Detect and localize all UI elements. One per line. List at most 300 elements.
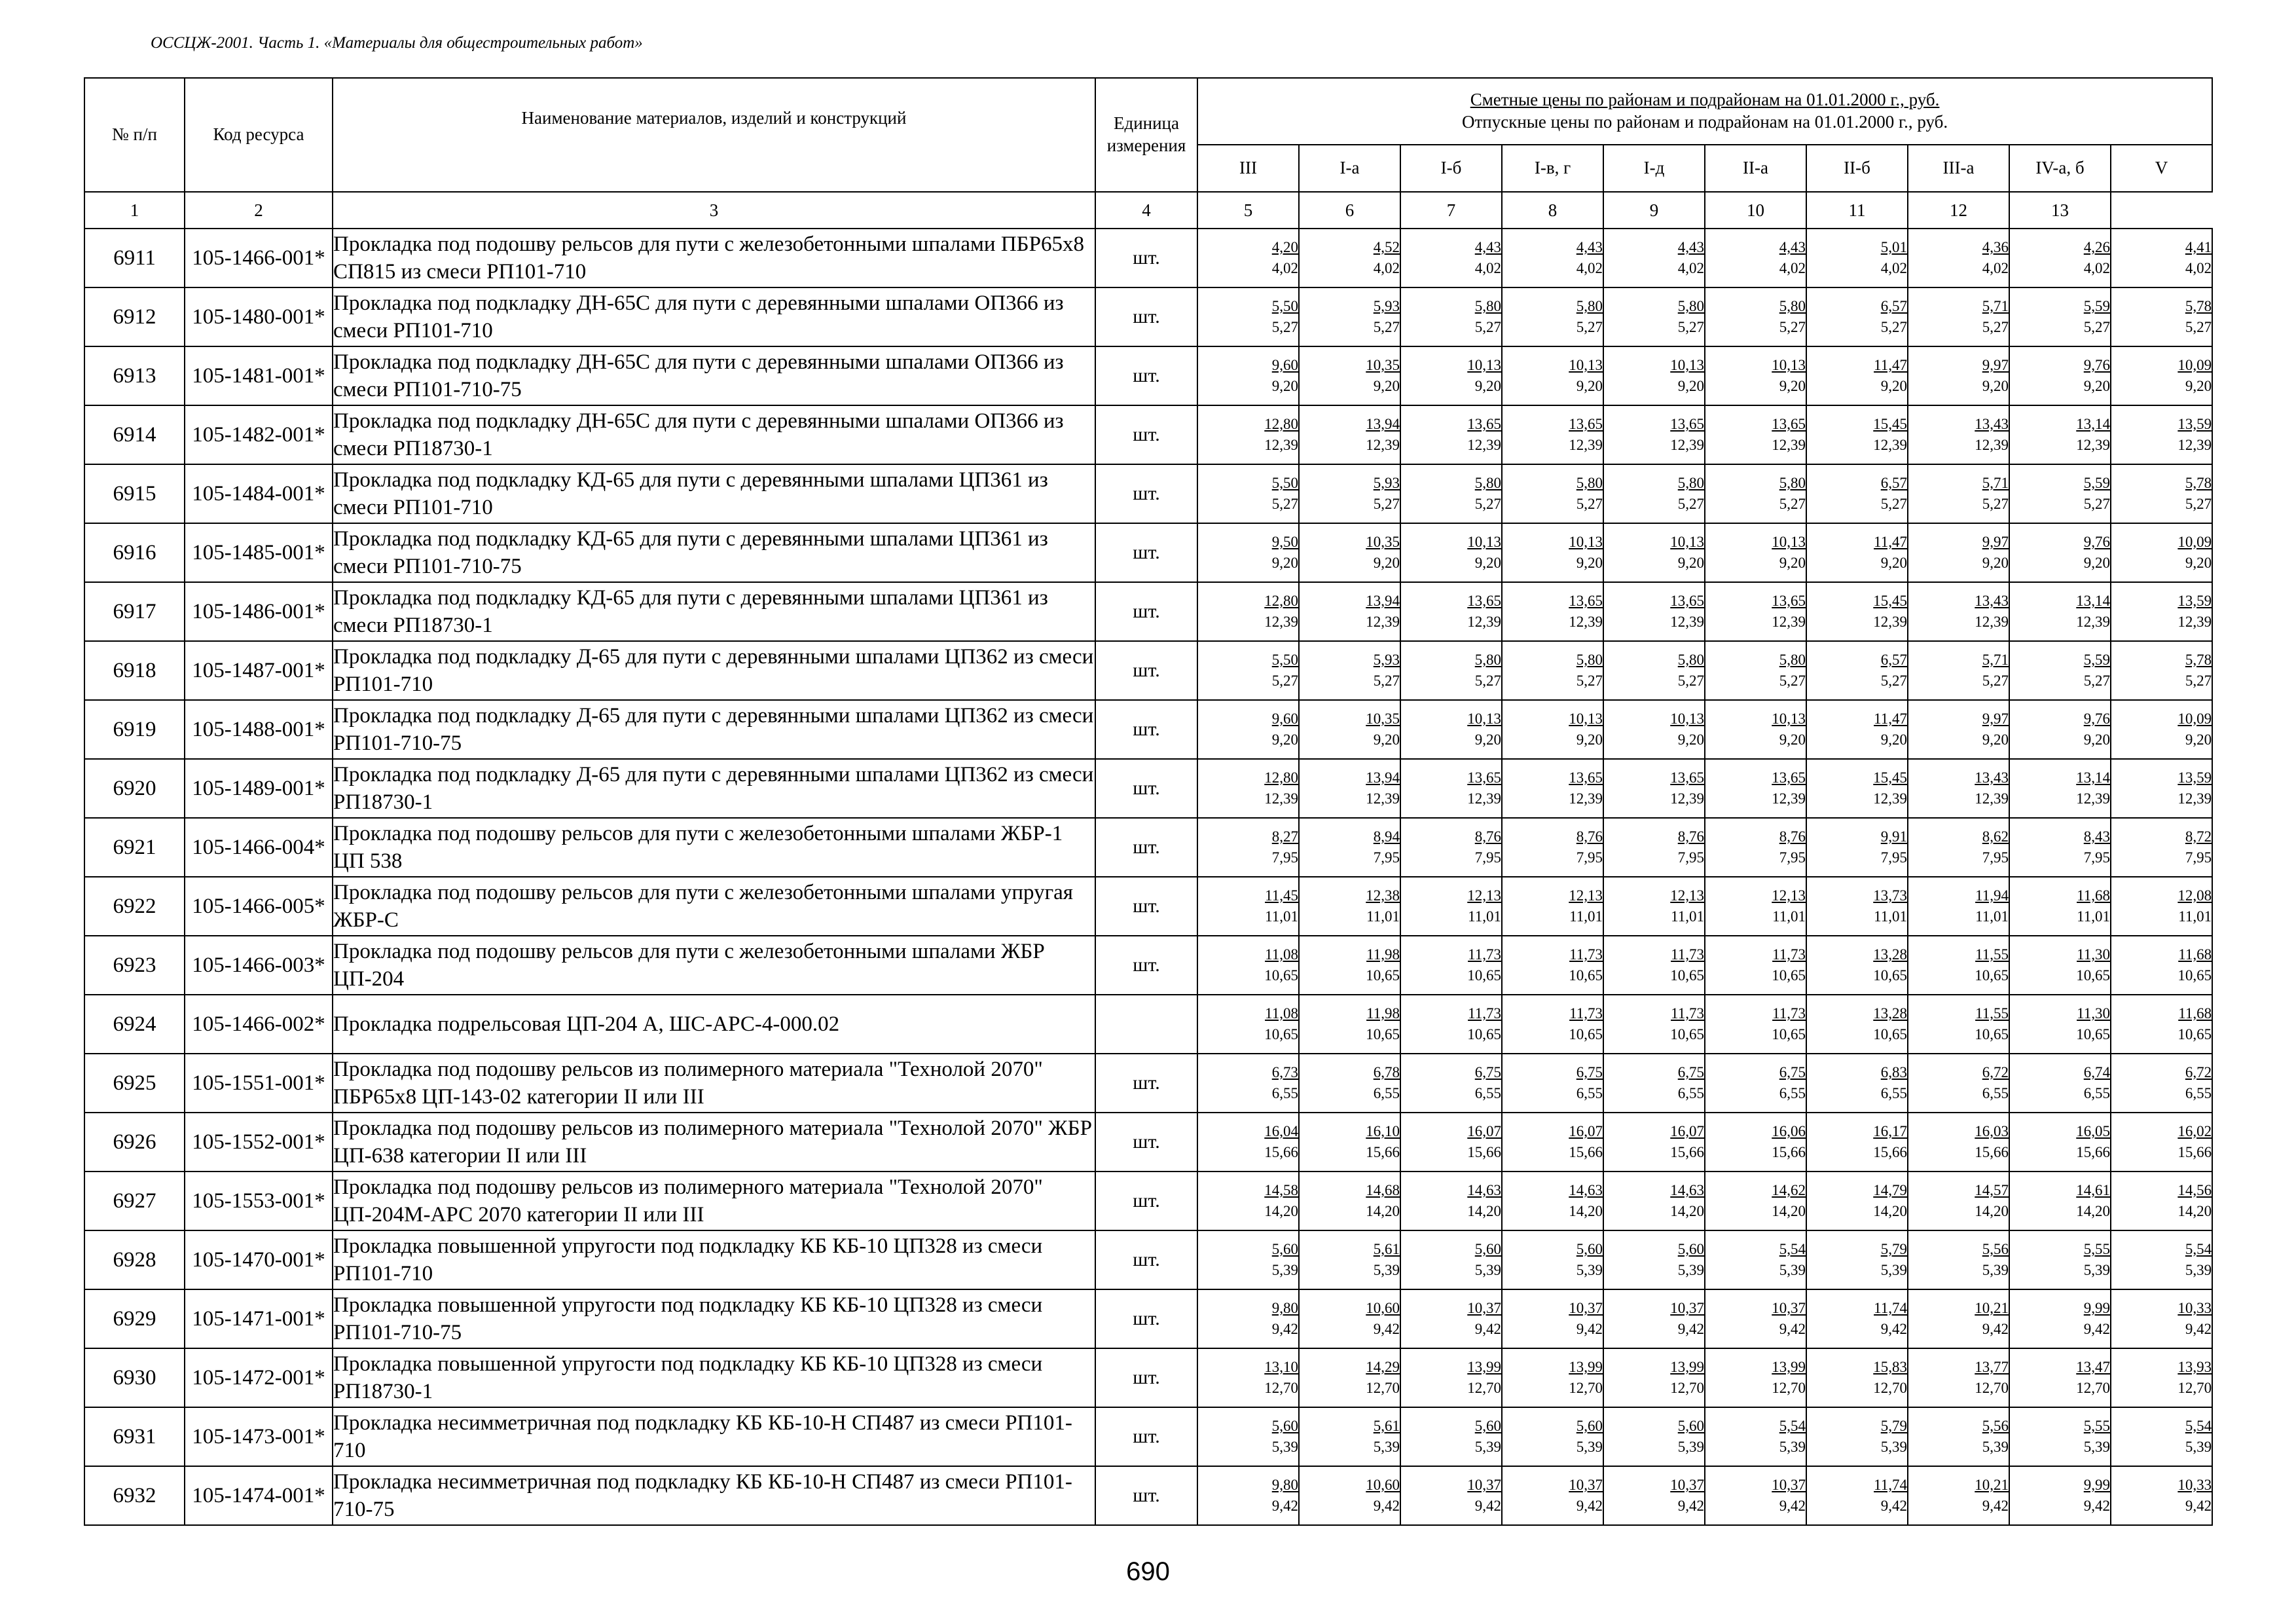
price-cell	[2111, 759, 2212, 818]
release-price: 12,70	[1670, 1380, 1704, 1396]
price-cell	[2009, 582, 2111, 641]
price-cell	[1197, 936, 1299, 995]
estimate-price: 9,60	[1271, 356, 1298, 373]
table-row	[84, 700, 2212, 759]
estimate-price: 10,09	[2178, 356, 2212, 373]
release-price: 10,65	[2178, 967, 2212, 984]
price-cell	[1603, 1466, 1705, 1525]
release-price: 5,27	[1271, 673, 1298, 689]
release-price: 9,20	[1373, 378, 1400, 394]
region-header: III	[1197, 145, 1299, 192]
estimate-price: 10,37	[1467, 1476, 1501, 1493]
price-cell	[1197, 582, 1299, 641]
price-cell	[1197, 995, 1299, 1054]
release-price: 5,39	[1677, 1262, 1704, 1278]
release-price: 11,01	[1366, 908, 1400, 925]
row-number: 6922	[84, 877, 185, 936]
price-cell	[1502, 1054, 1603, 1113]
release-price: 9,42	[1576, 1498, 1603, 1514]
release-price: 10,65	[1975, 967, 2009, 984]
estimate-price: 11,47	[1874, 710, 1907, 727]
resource-code: 105-1487-001*	[185, 641, 333, 700]
price-cell	[1400, 936, 1502, 995]
price-cell	[1806, 700, 1908, 759]
release-price: 5,27	[1474, 673, 1501, 689]
release-price: 15,66	[1670, 1144, 1704, 1160]
price-cell	[1806, 1289, 1908, 1348]
release-price: 9,20	[1982, 378, 2009, 394]
price-cell	[1705, 346, 1806, 405]
estimate-price: 13,43	[1975, 769, 2009, 786]
release-price: 9,20	[1982, 555, 2009, 571]
table-row	[84, 936, 2212, 995]
estimate-price: 12,13	[1670, 887, 1704, 904]
estimate-price: 11,73	[1671, 946, 1704, 963]
release-price: 10,65	[1873, 1026, 1907, 1043]
estimate-price: 13,65	[1467, 769, 1501, 786]
price-cell	[1502, 229, 1603, 287]
estimate-price: 14,68	[1366, 1181, 1400, 1198]
price-cell	[1705, 464, 1806, 523]
price-cell	[1299, 1113, 1400, 1172]
price-cell	[2009, 1348, 2111, 1407]
release-price: 5,27	[1373, 319, 1400, 335]
price-cell	[1806, 1113, 1908, 1172]
price-cell	[2009, 995, 2111, 1054]
estimate-price: 11,45	[1265, 887, 1298, 904]
price-cell	[1400, 995, 1502, 1054]
price-cell	[1908, 1407, 2009, 1466]
price-cell	[1806, 1172, 1908, 1230]
release-price: 12,39	[1670, 437, 1704, 453]
release-price: 9,42	[1576, 1321, 1603, 1337]
price-cell	[1908, 641, 2009, 700]
price-cell	[1705, 818, 1806, 877]
release-price: 4,02	[1576, 260, 1603, 276]
estimate-price: 13,77	[1975, 1358, 2009, 1375]
release-price: 10,65	[1873, 967, 1907, 984]
estimate-price: 10,13	[1569, 533, 1603, 550]
release-price: 9,20	[1779, 378, 1806, 394]
estimate-price: 5,61	[1373, 1240, 1400, 1257]
estimate-price: 13,94	[1366, 415, 1400, 432]
estimate-price: 5,54	[2185, 1417, 2212, 1434]
estimate-price: 10,13	[1569, 710, 1603, 727]
estimate-price: 12,13	[1772, 887, 1806, 904]
release-price: 5,27	[1982, 496, 2009, 512]
release-price: 4,02	[2083, 260, 2110, 276]
estimate-price: 8,72	[2185, 828, 2212, 845]
release-price: 5,27	[1779, 319, 1806, 335]
estimate-price: 14,61	[2076, 1181, 2110, 1198]
estimate-price: 10,35	[1366, 710, 1400, 727]
estimate-price: 6,75	[1779, 1063, 1806, 1080]
price-cell	[1197, 1348, 1299, 1407]
resource-code: 105-1474-001*	[185, 1466, 333, 1525]
release-price: 9,20	[1576, 731, 1603, 748]
release-price: 12,39	[2076, 437, 2110, 453]
release-price: 12,70	[1772, 1380, 1806, 1396]
release-price: 11,01	[1468, 908, 1501, 925]
table-row	[84, 1230, 2212, 1289]
price-cell	[1502, 1230, 1603, 1289]
release-price: 12,39	[1670, 790, 1704, 807]
release-price: 6,55	[1576, 1085, 1603, 1101]
release-price: 12,70	[1467, 1380, 1501, 1396]
material-name: Прокладка подрельсовая ЦП-204 А, ШС-АРС-4-000.02	[333, 995, 1095, 1054]
price-cell	[1908, 582, 2009, 641]
price-cell	[1502, 1113, 1603, 1172]
price-cell	[1502, 1407, 1603, 1466]
estimate-price: 5,79	[1880, 1417, 1907, 1434]
estimate-price: 13,14	[2076, 769, 2110, 786]
estimate-price: 14,58	[1264, 1181, 1298, 1198]
row-number: 6924	[84, 995, 185, 1054]
price-cell	[2009, 1054, 2111, 1113]
price-cell	[1197, 1407, 1299, 1466]
price-cell	[2009, 229, 2111, 287]
row-number: 6914	[84, 405, 185, 464]
price-cell	[2111, 346, 2212, 405]
release-price: 12,39	[1873, 790, 1907, 807]
unit-of-measure: шт.	[1095, 523, 1197, 582]
unit-of-measure: шт.	[1095, 405, 1197, 464]
unit-of-measure: шт.	[1095, 1407, 1197, 1466]
price-cell	[1806, 759, 1908, 818]
release-price: 14,20	[1975, 1203, 2009, 1219]
estimate-price: 5,80	[1474, 297, 1501, 314]
estimate-price: 8,76	[1779, 828, 1806, 845]
price-cell	[2111, 1348, 2212, 1407]
material-name: Прокладка под подкладку ДН-65С для пути с деревянными шпалами ОП366 из смеси РП18730-1	[333, 405, 1095, 464]
release-price: 9,42	[1677, 1321, 1704, 1337]
column-number: 11	[1806, 192, 1908, 229]
release-price: 12,39	[1772, 790, 1806, 807]
material-name: Прокладка под подкладку КД-65 для пути с деревянными шпалами ЦП361 из смеси РП18730-1	[333, 582, 1095, 641]
row-number: 6925	[84, 1054, 185, 1113]
column-number: 6	[1299, 192, 1400, 229]
release-price: 12,39	[1264, 437, 1298, 453]
estimate-price: 13,65	[1772, 592, 1806, 609]
price-cell	[1400, 229, 1502, 287]
release-price: 15,66	[2178, 1144, 2212, 1160]
resource-code: 105-1471-001*	[185, 1289, 333, 1348]
release-price: 5,39	[2185, 1439, 2212, 1455]
estimate-price: 14,79	[1873, 1181, 1907, 1198]
estimate-price: 11,73	[1671, 1005, 1704, 1022]
estimate-price: 5,93	[1373, 474, 1400, 491]
estimate-price: 10,21	[1975, 1476, 2009, 1493]
estimate-price: 8,62	[1982, 828, 2009, 845]
estimate-price: 11,30	[2077, 1005, 2110, 1022]
price-cell	[2111, 1054, 2212, 1113]
release-price: 7,95	[1677, 849, 1704, 866]
region-header: IV-а, б	[2009, 145, 2111, 192]
release-price: 12,39	[1264, 614, 1298, 630]
estimate-price: 9,76	[2083, 710, 2110, 727]
estimate-price: 5,80	[1474, 474, 1501, 491]
price-cell	[1400, 1113, 1502, 1172]
release-price: 9,42	[2185, 1321, 2212, 1337]
release-price: 12,39	[1264, 790, 1298, 807]
release-price: 10,65	[1772, 967, 1806, 984]
estimate-price: 8,94	[1373, 828, 1400, 845]
estimate-price: 13,93	[2178, 1358, 2212, 1375]
header-estimate-prices: Сметные цены по районам и подрайонам на 01.01.2000 г., руб.	[1470, 90, 1940, 110]
resource-code: 105-1466-004*	[185, 818, 333, 877]
release-price: 4,02	[1474, 260, 1501, 276]
resource-code: 105-1480-001*	[185, 287, 333, 346]
release-price: 10,65	[1264, 1026, 1298, 1043]
unit-of-measure: шт.	[1095, 936, 1197, 995]
region-header: II-а	[1705, 145, 1806, 192]
release-price: 7,95	[1576, 849, 1603, 866]
release-price: 15,66	[1366, 1144, 1400, 1160]
price-cell	[1806, 995, 1908, 1054]
estimate-price: 14,57	[1975, 1181, 2009, 1198]
price-cell	[1400, 346, 1502, 405]
price-cell	[1705, 582, 1806, 641]
estimate-price: 13,73	[1873, 887, 1907, 904]
price-cell	[2111, 1289, 2212, 1348]
release-price: 9,42	[1271, 1321, 1298, 1337]
price-cell	[2009, 464, 2111, 523]
price-cell	[2111, 1172, 2212, 1230]
release-price: 9,42	[2083, 1321, 2110, 1337]
release-price: 15,66	[1772, 1144, 1806, 1160]
price-cell	[1400, 700, 1502, 759]
release-price: 12,70	[1366, 1380, 1400, 1396]
estimate-price: 9,76	[2083, 533, 2110, 550]
release-price: 11,01	[1671, 908, 1704, 925]
release-price: 7,95	[1271, 849, 1298, 866]
estimate-price: 11,55	[1975, 1005, 2009, 1022]
release-price: 6,55	[2083, 1085, 2110, 1101]
table-row	[84, 1407, 2212, 1466]
price-cell	[1299, 1289, 1400, 1348]
estimate-price: 8,76	[1474, 828, 1501, 845]
estimate-price: 10,37	[1670, 1299, 1704, 1316]
price-cell	[1705, 523, 1806, 582]
header-name: Наименование материалов, изделий и конструкций	[333, 78, 1095, 192]
release-price: 9,20	[2083, 555, 2110, 571]
unit-of-measure: шт.	[1095, 1348, 1197, 1407]
estimate-price: 10,35	[1366, 356, 1400, 373]
release-price: 10,65	[1467, 1026, 1501, 1043]
estimate-price: 8,43	[2083, 828, 2110, 845]
price-cell	[1908, 346, 2009, 405]
price-cell	[1908, 523, 2009, 582]
price-cell	[1603, 877, 1705, 936]
estimate-price: 5,80	[1779, 474, 1806, 491]
price-cell	[1299, 995, 1400, 1054]
estimate-price: 9,60	[1271, 710, 1298, 727]
release-price: 5,27	[1373, 496, 1400, 512]
price-cell	[1197, 346, 1299, 405]
release-price: 4,02	[1982, 260, 2009, 276]
material-name: Прокладка под подкладку КД-65 для пути с деревянными шпалами ЦП361 из смеси РП101-710	[333, 464, 1095, 523]
price-cell	[1908, 287, 2009, 346]
estimate-price: 10,13	[1467, 356, 1501, 373]
release-price: 14,20	[1873, 1203, 1907, 1219]
estimate-price: 9,97	[1982, 533, 2009, 550]
price-cell	[1299, 1230, 1400, 1289]
release-price: 5,27	[2083, 673, 2110, 689]
estimate-price: 15,45	[1873, 592, 1907, 609]
release-price: 14,20	[1467, 1203, 1501, 1219]
price-cell	[1400, 1348, 1502, 1407]
price-cell	[1705, 1348, 1806, 1407]
material-name: Прокладка под подошву рельсов из полимерного материала "Технолой 2070" ЦП-204М-АРС 2070 категории II или III	[333, 1172, 1095, 1230]
price-cell	[1502, 582, 1603, 641]
release-price: 12,39	[2076, 614, 2110, 630]
price-cell	[1806, 818, 1908, 877]
release-price: 6,55	[1982, 1085, 2009, 1101]
price-cell	[1806, 523, 1908, 582]
release-price: 10,65	[1467, 967, 1501, 984]
table-row	[84, 405, 2212, 464]
price-cell	[1299, 405, 1400, 464]
release-price: 12,70	[1873, 1380, 1907, 1396]
material-name: Прокладка под подкладку Д-65 для пути с деревянными шпалами ЦП362 из смеси РП101-710-75	[333, 700, 1095, 759]
release-price: 7,95	[2083, 849, 2110, 866]
release-price: 5,39	[1373, 1262, 1400, 1278]
estimate-price: 14,63	[1467, 1181, 1501, 1198]
column-number: 7	[1400, 192, 1502, 229]
column-number: 1	[84, 192, 185, 229]
price-cell	[2111, 1230, 2212, 1289]
estimate-price: 9,97	[1982, 356, 2009, 373]
price-cell	[1908, 1054, 2009, 1113]
release-price: 10,65	[1670, 967, 1704, 984]
release-price: 9,42	[1474, 1498, 1501, 1514]
estimate-price: 16,17	[1873, 1122, 1907, 1139]
price-cell	[1603, 405, 1705, 464]
release-price: 5,27	[2185, 673, 2212, 689]
column-number: 10	[1705, 192, 1806, 229]
price-cell	[1806, 1407, 1908, 1466]
price-cell	[1197, 1113, 1299, 1172]
header-num: № п/п	[84, 78, 185, 192]
price-cell	[2009, 1172, 2111, 1230]
column-number: 12	[1908, 192, 2009, 229]
region-header: III-а	[1908, 145, 2009, 192]
release-price: 5,27	[1677, 319, 1704, 335]
release-price: 4,02	[1677, 260, 1704, 276]
price-cell	[1400, 523, 1502, 582]
estimate-price: 9,50	[1271, 533, 1298, 550]
price-cell	[1705, 995, 1806, 1054]
estimate-price: 13,10	[1264, 1358, 1298, 1375]
price-cell	[2111, 464, 2212, 523]
release-price: 9,42	[1373, 1498, 1400, 1514]
price-cell	[1502, 641, 1603, 700]
price-cell	[1197, 229, 1299, 287]
release-price: 9,20	[1677, 378, 1704, 394]
region-header: II-б	[1806, 145, 1908, 192]
estimate-price: 11,73	[1569, 946, 1603, 963]
price-cell	[1603, 523, 1705, 582]
estimate-price: 10,37	[1772, 1299, 1806, 1316]
price-cell	[1705, 641, 1806, 700]
estimate-price: 13,59	[2178, 415, 2212, 432]
release-price: 5,27	[1779, 496, 1806, 512]
price-cell	[1299, 1466, 1400, 1525]
unit-of-measure: шт.	[1095, 1466, 1197, 1525]
estimate-price: 5,60	[1474, 1417, 1501, 1434]
price-cell	[1908, 229, 2009, 287]
estimate-price: 13,65	[1670, 415, 1704, 432]
release-price: 9,42	[1677, 1498, 1704, 1514]
price-cell	[1806, 1054, 1908, 1113]
estimate-price: 5,71	[1982, 474, 2009, 491]
release-price: 5,27	[2083, 319, 2110, 335]
price-cell	[1400, 582, 1502, 641]
estimate-price: 11,08	[1265, 946, 1298, 963]
material-name: Прокладка повышенной упругости под подкладку КБ КБ-10 ЦП328 из смеси РП101-710-75	[333, 1289, 1095, 1348]
table-row	[84, 641, 2212, 700]
table-row	[84, 1348, 2212, 1407]
estimate-price: 13,94	[1366, 769, 1400, 786]
price-cell	[1908, 1230, 2009, 1289]
price-cell	[2009, 759, 2111, 818]
release-price: 5,27	[1373, 673, 1400, 689]
estimate-price: 10,13	[1569, 356, 1603, 373]
release-price: 5,39	[2083, 1262, 2110, 1278]
estimate-price: 10,13	[1772, 356, 1806, 373]
estimate-price: 13,65	[1569, 769, 1603, 786]
estimate-price: 5,01	[1880, 238, 1907, 255]
resource-code: 105-1472-001*	[185, 1348, 333, 1407]
release-price: 5,39	[1373, 1439, 1400, 1455]
row-number: 6912	[84, 287, 185, 346]
estimate-price: 5,60	[1271, 1240, 1298, 1257]
price-cell	[1908, 1172, 2009, 1230]
material-name: Прокладка под подошву рельсов для пути с железобетонными шпалами ЖБР ЦП-204	[333, 936, 1095, 995]
resource-code: 105-1466-003*	[185, 936, 333, 995]
release-price: 6,55	[1677, 1085, 1704, 1101]
estimate-price: 9,80	[1271, 1476, 1298, 1493]
estimate-price: 10,13	[1467, 710, 1501, 727]
release-price: 9,20	[1474, 555, 1501, 571]
release-price: 5,39	[1982, 1262, 2009, 1278]
table-row	[84, 1289, 2212, 1348]
row-number: 6927	[84, 1172, 185, 1230]
release-price: 5,27	[1880, 319, 1907, 335]
unit-of-measure: шт.	[1095, 759, 1197, 818]
price-cell	[1908, 405, 2009, 464]
price-cell	[1299, 287, 1400, 346]
release-price: 6,55	[1373, 1085, 1400, 1101]
table-row	[84, 346, 2212, 405]
table-row	[84, 582, 2212, 641]
estimate-price: 12,38	[1366, 887, 1400, 904]
estimate-price: 12,80	[1264, 769, 1298, 786]
release-price: 9,20	[1373, 731, 1400, 748]
release-price: 10,65	[1569, 967, 1603, 984]
price-cell	[1197, 818, 1299, 877]
estimate-price: 5,80	[1677, 651, 1704, 668]
price-cell	[1400, 818, 1502, 877]
row-number: 6921	[84, 818, 185, 877]
table-row	[84, 877, 2212, 936]
release-price: 15,66	[1975, 1144, 2009, 1160]
estimate-price: 11,73	[1468, 946, 1501, 963]
estimate-price: 5,54	[1779, 1240, 1806, 1257]
price-cell	[1299, 759, 1400, 818]
estimate-price: 16,04	[1264, 1122, 1298, 1139]
release-price: 10,65	[1366, 967, 1400, 984]
